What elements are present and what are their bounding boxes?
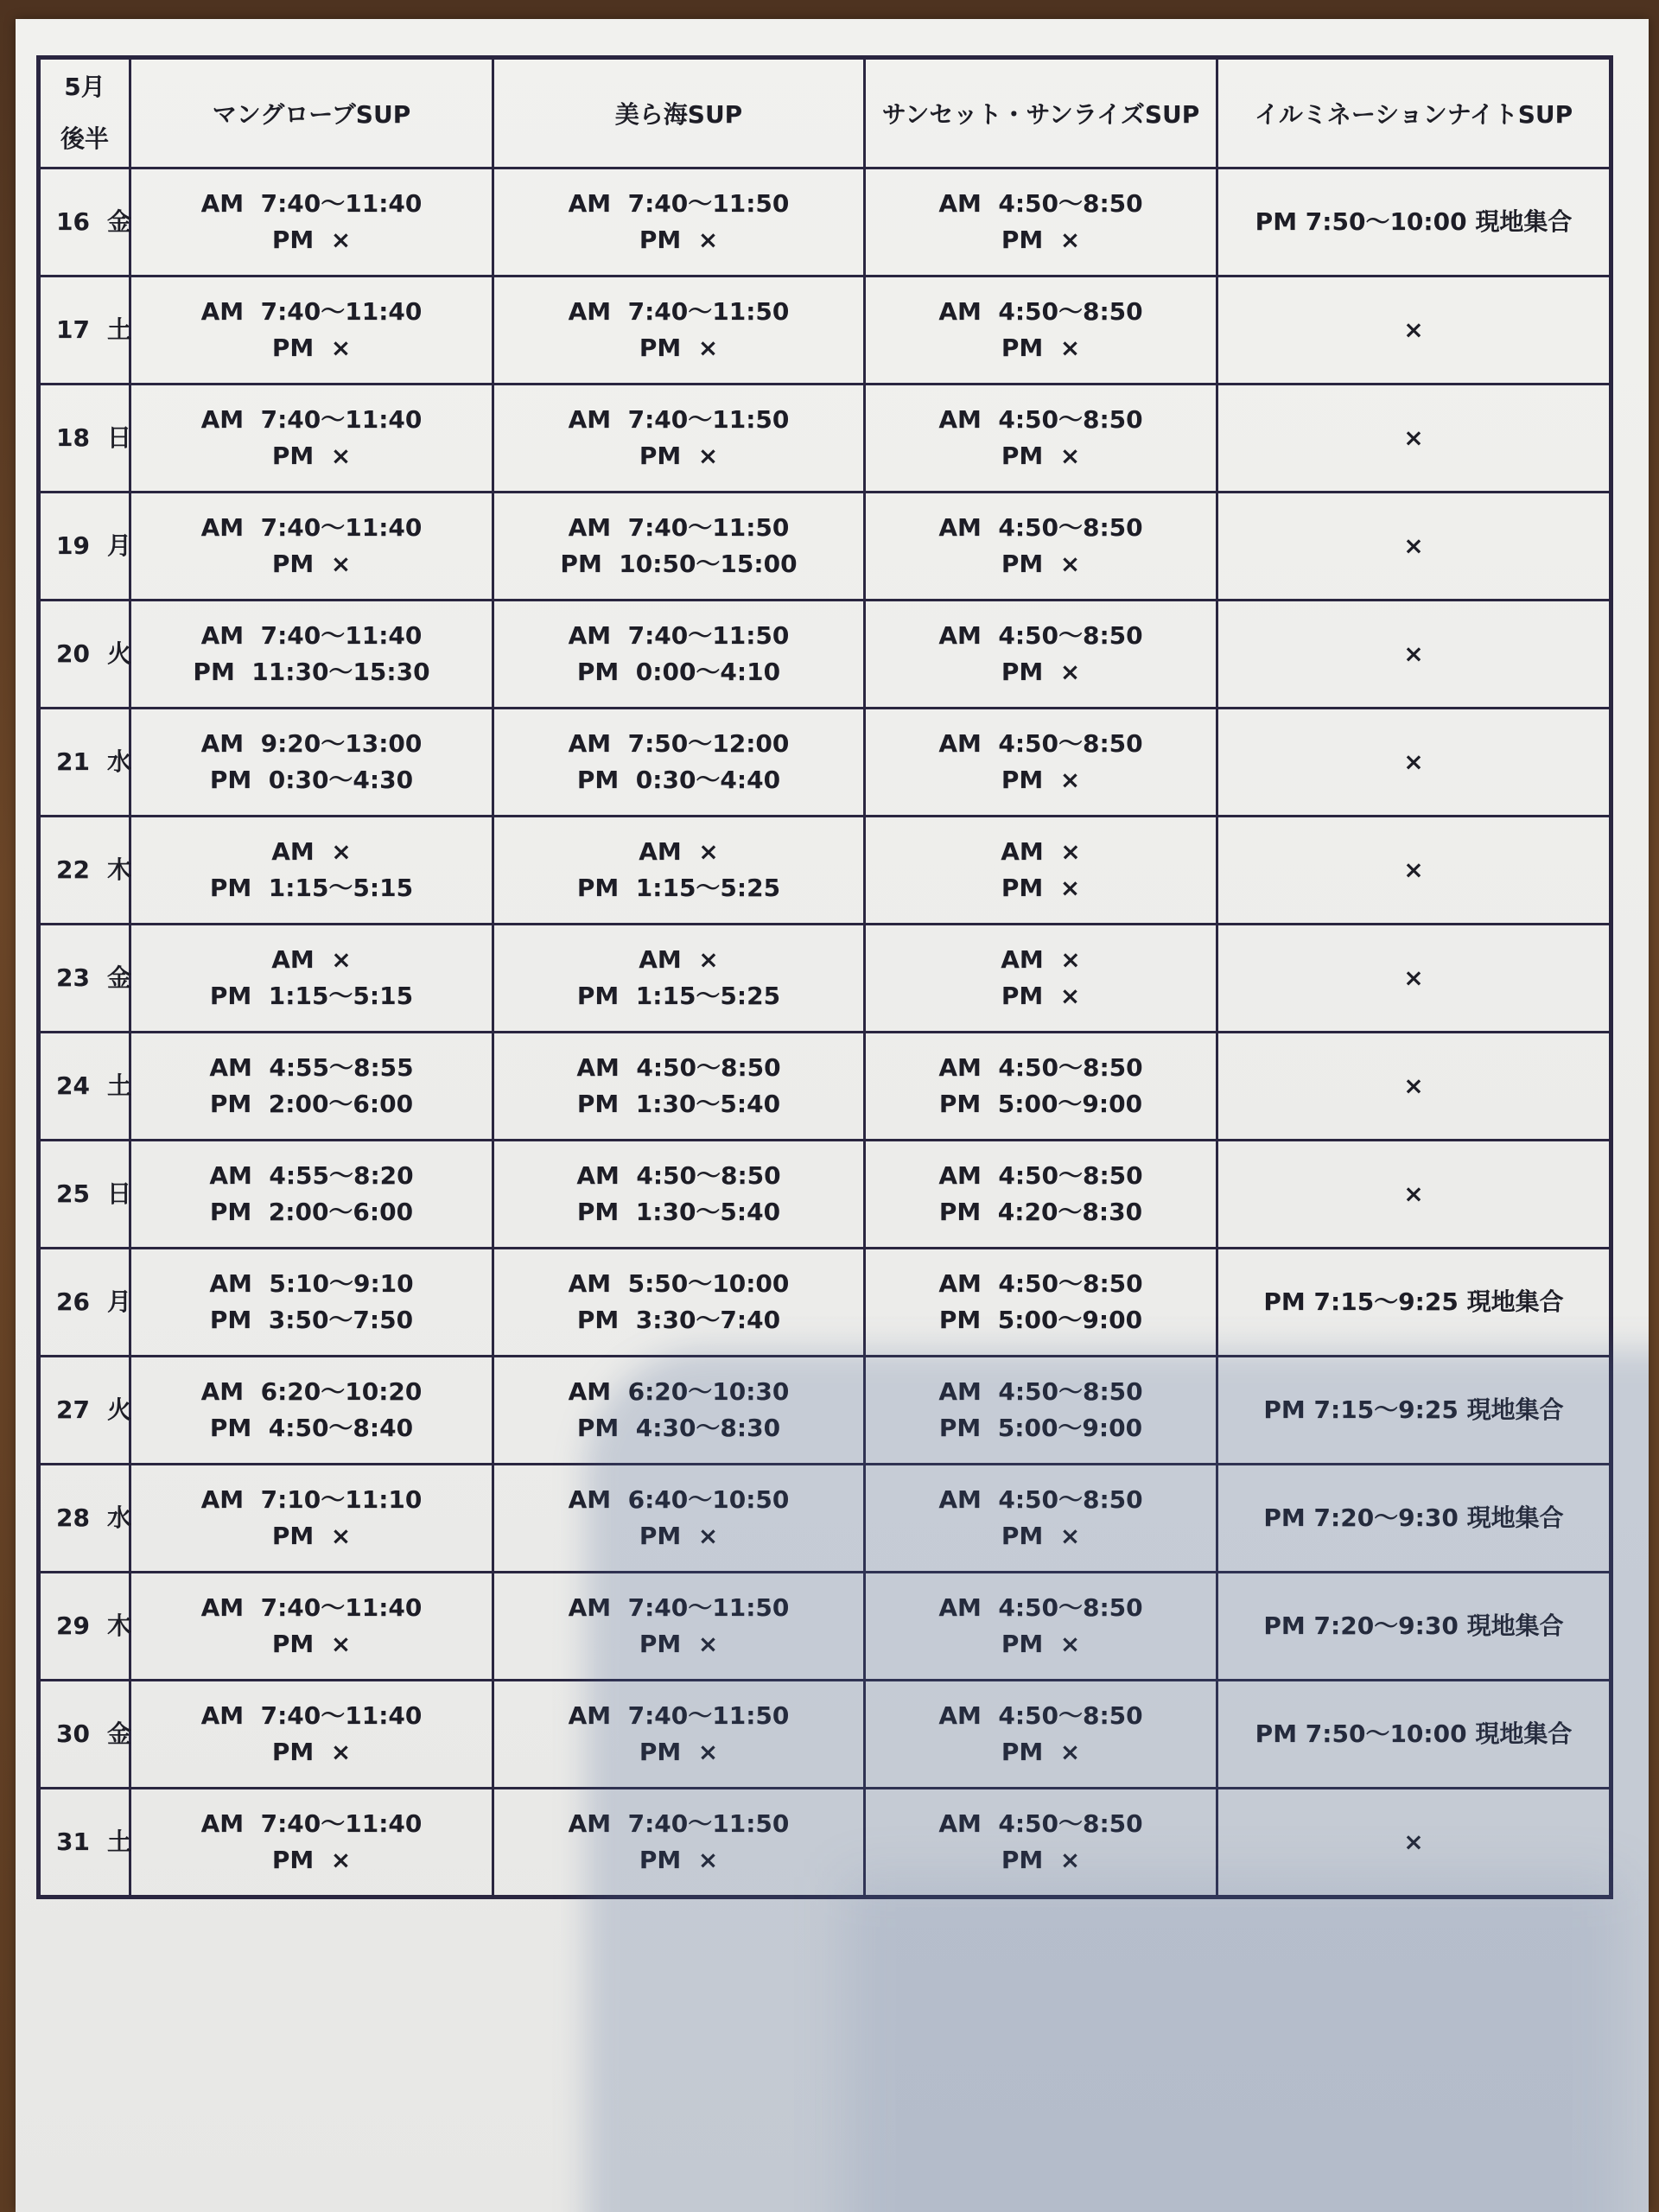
pm-slot: PM × xyxy=(271,334,352,362)
weekday: 土 xyxy=(106,315,131,344)
table-row xyxy=(39,1681,1611,1789)
column-header-mangrove: マングローブSUP xyxy=(130,58,493,168)
weekday: 金 xyxy=(106,207,131,236)
date-cell xyxy=(39,925,130,1033)
am-slot: AM 7:40〜11:40 xyxy=(200,405,423,434)
column-header-illumination-night: イルミネーションナイトSUP xyxy=(1217,58,1611,168)
am-slot: AM 4:50〜8:50 xyxy=(938,405,1143,434)
table-row xyxy=(39,168,1611,276)
weekday: 火 xyxy=(106,639,131,668)
table-row xyxy=(39,1357,1611,1465)
pm-slot: PM × xyxy=(1001,226,1081,254)
churaumi-slot-cell xyxy=(493,601,865,709)
pm-slot: PM × xyxy=(1001,1630,1081,1658)
pm-slot: PM 10:50〜15:00 xyxy=(560,550,798,578)
weekday: 月 xyxy=(106,531,131,560)
date-cell xyxy=(39,1141,130,1249)
day-number: 26 xyxy=(56,1287,90,1316)
weekday: 水 xyxy=(106,1503,131,1532)
pm-slot: PM 1:30〜5:40 xyxy=(576,1090,781,1118)
churaumi-slot-cell xyxy=(493,1573,865,1681)
illumination-slot-cell: × xyxy=(1217,601,1611,709)
month-half-header xyxy=(39,58,130,168)
mangrove-slot-cell xyxy=(130,709,493,817)
day-number: 18 xyxy=(56,423,90,452)
column-header-sunset-sunrise: サンセット・サンライズSUP xyxy=(865,58,1217,168)
pm-slot: PM 2:00〜6:00 xyxy=(209,1090,414,1118)
am-slot: AM 4:50〜8:50 xyxy=(938,621,1143,650)
date-cell xyxy=(39,1033,130,1141)
am-slot: AM 4:50〜8:50 xyxy=(938,297,1143,326)
table-row xyxy=(39,709,1611,817)
illumination-slot-cell: × xyxy=(1217,925,1611,1033)
illumination-slot-cell: × xyxy=(1217,385,1611,493)
am-slot: AM 7:40〜11:50 xyxy=(568,1809,790,1838)
table-row xyxy=(39,276,1611,385)
pm-slot: PM × xyxy=(271,226,352,254)
day-number: 21 xyxy=(56,747,90,776)
pm-slot: PM 1:15〜5:25 xyxy=(576,874,781,902)
date-cell xyxy=(39,385,130,493)
day-number: 19 xyxy=(56,531,90,560)
sunset-slot-cell xyxy=(865,1249,1217,1357)
pm-slot: PM × xyxy=(1001,874,1081,902)
mangrove-slot-cell xyxy=(130,1573,493,1681)
churaumi-slot-cell xyxy=(493,1789,865,1897)
illumination-slot-cell: PM 7:50〜10:00 現地集合 xyxy=(1217,1681,1611,1789)
sunset-slot-cell xyxy=(865,817,1217,925)
pm-slot: PM × xyxy=(639,226,719,254)
mangrove-slot-cell xyxy=(130,1357,493,1465)
churaumi-slot-cell xyxy=(493,1033,865,1141)
table-row xyxy=(39,817,1611,925)
date-cell xyxy=(39,1465,130,1573)
churaumi-slot-cell xyxy=(493,1465,865,1573)
illumination-slot-cell: PM 7:20〜9:30 現地集合 xyxy=(1217,1465,1611,1573)
weekday: 月 xyxy=(106,1287,131,1316)
pm-slot: PM × xyxy=(1001,442,1081,470)
am-slot: AM × xyxy=(639,945,719,974)
churaumi-slot-cell xyxy=(493,709,865,817)
pm-slot: PM 4:30〜8:30 xyxy=(576,1414,781,1442)
churaumi-slot-cell xyxy=(493,1141,865,1249)
am-slot: AM 4:55〜8:55 xyxy=(209,1053,414,1082)
sunset-slot-cell xyxy=(865,1573,1217,1681)
day-number: 24 xyxy=(56,1071,90,1100)
weekday: 水 xyxy=(106,747,131,776)
illumination-slot-cell: PM 7:20〜9:30 現地集合 xyxy=(1217,1573,1611,1681)
illumination-slot-cell: × xyxy=(1217,1789,1611,1897)
am-slot: AM 7:40〜11:50 xyxy=(568,621,790,650)
sup-schedule-table xyxy=(36,55,1613,1899)
am-slot: AM 4:50〜8:50 xyxy=(576,1161,781,1190)
date-cell xyxy=(39,817,130,925)
am-slot: AM 7:50〜12:00 xyxy=(568,729,790,758)
table-row xyxy=(39,493,1611,601)
day-number: 28 xyxy=(56,1503,90,1532)
am-slot: AM 4:50〜8:50 xyxy=(938,729,1143,758)
illumination-slot-cell: PM 7:15〜9:25 現地集合 xyxy=(1217,1249,1611,1357)
am-slot: AM 4:50〜8:50 xyxy=(938,513,1143,542)
am-slot: AM 6:20〜10:30 xyxy=(568,1377,790,1406)
pm-slot: PM × xyxy=(639,1846,719,1874)
am-slot: AM 4:50〜8:50 xyxy=(576,1053,781,1082)
date-cell xyxy=(39,1249,130,1357)
mangrove-slot-cell xyxy=(130,601,493,709)
mangrove-slot-cell xyxy=(130,1789,493,1897)
pm-slot: PM × xyxy=(639,1522,719,1550)
pm-slot: PM × xyxy=(271,1522,352,1550)
am-slot: AM 7:40〜11:40 xyxy=(200,1593,423,1622)
mangrove-slot-cell xyxy=(130,817,493,925)
pm-slot: PM × xyxy=(1001,334,1081,362)
pm-slot: PM × xyxy=(271,550,352,578)
pm-slot: PM 2:00〜6:00 xyxy=(209,1198,414,1226)
churaumi-slot-cell xyxy=(493,925,865,1033)
am-slot: AM 6:40〜10:50 xyxy=(568,1485,790,1514)
table-row xyxy=(39,1033,1611,1141)
am-slot: AM 7:40〜11:40 xyxy=(200,297,423,326)
illumination-slot-cell: PM 7:15〜9:25 現地集合 xyxy=(1217,1357,1611,1465)
table-row xyxy=(39,1141,1611,1249)
mangrove-slot-cell xyxy=(130,1249,493,1357)
day-number: 27 xyxy=(56,1395,90,1424)
mangrove-slot-cell xyxy=(130,925,493,1033)
pm-slot: PM × xyxy=(271,1738,352,1766)
pm-slot: PM × xyxy=(1001,766,1081,794)
pm-slot: PM 1:15〜5:15 xyxy=(209,874,414,902)
churaumi-slot-cell xyxy=(493,493,865,601)
table-row xyxy=(39,1249,1611,1357)
am-slot: AM 4:50〜8:50 xyxy=(938,1053,1143,1082)
am-slot: AM 4:50〜8:50 xyxy=(938,1485,1143,1514)
pm-slot: PM 1:15〜5:15 xyxy=(209,982,414,1010)
churaumi-slot-cell xyxy=(493,1249,865,1357)
phone-shadow-soft xyxy=(845,1877,1623,2212)
am-slot: AM 7:40〜11:40 xyxy=(200,189,423,218)
pm-slot: PM 3:30〜7:40 xyxy=(576,1306,781,1334)
table-row xyxy=(39,601,1611,709)
sunset-slot-cell xyxy=(865,1357,1217,1465)
am-slot: AM × xyxy=(1001,945,1081,974)
am-slot: AM 7:40〜11:50 xyxy=(568,1593,790,1622)
pm-slot: PM 3:50〜7:50 xyxy=(209,1306,414,1334)
weekday: 土 xyxy=(106,1827,131,1856)
weekday: 日 xyxy=(106,423,131,452)
day-number: 31 xyxy=(56,1827,90,1856)
am-slot: AM 7:40〜11:50 xyxy=(568,513,790,542)
mangrove-slot-cell xyxy=(130,1465,493,1573)
day-number: 30 xyxy=(56,1719,90,1748)
churaumi-slot-cell xyxy=(493,385,865,493)
pm-slot: PM 0:30〜4:40 xyxy=(576,766,781,794)
illumination-slot-cell: × xyxy=(1217,276,1611,385)
am-slot: AM 7:40〜11:40 xyxy=(200,1701,423,1730)
sunset-slot-cell xyxy=(865,601,1217,709)
table-row xyxy=(39,385,1611,493)
am-slot: AM 7:40〜11:50 xyxy=(568,1701,790,1730)
sunset-slot-cell xyxy=(865,1141,1217,1249)
am-slot: AM 7:40〜11:50 xyxy=(568,405,790,434)
sunset-slot-cell xyxy=(865,1789,1217,1897)
sunset-slot-cell xyxy=(865,1681,1217,1789)
am-slot: AM 4:50〜8:50 xyxy=(938,1809,1143,1838)
sunset-slot-cell xyxy=(865,385,1217,493)
am-slot: AM 7:10〜11:10 xyxy=(200,1485,423,1514)
date-cell xyxy=(39,709,130,817)
date-cell xyxy=(39,1789,130,1897)
table-row xyxy=(39,1465,1611,1573)
pm-slot: PM × xyxy=(639,1630,719,1658)
day-number: 23 xyxy=(56,963,90,992)
am-slot: AM 4:50〜8:50 xyxy=(938,189,1143,218)
am-slot: AM 9:20〜13:00 xyxy=(200,729,423,758)
day-number: 25 xyxy=(56,1179,90,1208)
pm-slot: PM × xyxy=(271,1846,352,1874)
am-slot: AM 7:40〜11:40 xyxy=(200,621,423,650)
pm-slot: PM × xyxy=(1001,1846,1081,1874)
pm-slot: PM × xyxy=(1001,1522,1081,1550)
pm-slot: PM × xyxy=(1001,550,1081,578)
day-number: 20 xyxy=(56,639,90,668)
illumination-slot-cell: × xyxy=(1217,493,1611,601)
pm-slot: PM × xyxy=(639,1738,719,1766)
pm-slot: PM × xyxy=(1001,1738,1081,1766)
date-cell xyxy=(39,493,130,601)
illumination-slot-cell: × xyxy=(1217,1141,1611,1249)
pm-slot: PM 5:00〜9:00 xyxy=(938,1414,1143,1442)
date-cell xyxy=(39,1357,130,1465)
am-slot: AM × xyxy=(271,945,352,974)
sunset-slot-cell xyxy=(865,168,1217,276)
am-slot: AM 5:10〜9:10 xyxy=(209,1269,414,1298)
sunset-slot-cell xyxy=(865,493,1217,601)
sunset-slot-cell xyxy=(865,709,1217,817)
mangrove-slot-cell xyxy=(130,493,493,601)
pm-slot: PM × xyxy=(639,334,719,362)
am-slot: AM 7:40〜11:40 xyxy=(200,1809,423,1838)
day-number: 22 xyxy=(56,855,90,884)
mangrove-slot-cell xyxy=(130,1033,493,1141)
am-slot: AM 4:50〜8:50 xyxy=(938,1593,1143,1622)
churaumi-slot-cell xyxy=(493,1681,865,1789)
pm-slot: PM 1:15〜5:25 xyxy=(576,982,781,1010)
sunset-slot-cell xyxy=(865,276,1217,385)
pm-slot: PM × xyxy=(1001,982,1081,1010)
day-number: 16 xyxy=(56,207,90,236)
half-label: 後半 xyxy=(60,124,109,153)
weekday: 金 xyxy=(106,1719,131,1748)
am-slot: AM 4:50〜8:50 xyxy=(938,1377,1143,1406)
mangrove-slot-cell xyxy=(130,168,493,276)
pm-slot: PM 0:00〜4:10 xyxy=(576,658,781,686)
date-cell xyxy=(39,1573,130,1681)
mangrove-slot-cell xyxy=(130,385,493,493)
pm-slot: PM × xyxy=(271,442,352,470)
weekday: 木 xyxy=(106,855,131,884)
pm-slot: PM 4:50〜8:40 xyxy=(209,1414,414,1442)
churaumi-slot-cell xyxy=(493,168,865,276)
mangrove-slot-cell xyxy=(130,276,493,385)
weekday: 木 xyxy=(106,1611,131,1640)
date-cell xyxy=(39,168,130,276)
sunset-slot-cell xyxy=(865,1465,1217,1573)
am-slot: AM 4:50〜8:50 xyxy=(938,1701,1143,1730)
am-slot: AM 4:55〜8:20 xyxy=(209,1161,414,1190)
am-slot: AM 7:40〜11:50 xyxy=(568,297,790,326)
table-row xyxy=(39,1573,1611,1681)
pm-slot: PM 1:30〜5:40 xyxy=(576,1198,781,1226)
churaumi-slot-cell xyxy=(493,817,865,925)
am-slot: AM × xyxy=(271,837,352,866)
pm-slot: PM 0:30〜4:30 xyxy=(209,766,414,794)
pm-slot: PM 5:00〜9:00 xyxy=(938,1306,1143,1334)
am-slot: AM 7:40〜11:50 xyxy=(568,189,790,218)
pm-slot: PM 11:30〜15:30 xyxy=(193,658,430,686)
weekday: 日 xyxy=(106,1179,131,1208)
illumination-slot-cell: PM 7:50〜10:00 現地集合 xyxy=(1217,168,1611,276)
mangrove-slot-cell xyxy=(130,1141,493,1249)
am-slot: AM 4:50〜8:50 xyxy=(938,1161,1143,1190)
column-header-churaumi: 美ら海SUP xyxy=(493,58,865,168)
weekday: 火 xyxy=(106,1395,131,1424)
date-cell xyxy=(39,601,130,709)
pm-slot: PM 5:00〜9:00 xyxy=(938,1090,1143,1118)
am-slot: AM 4:50〜8:50 xyxy=(938,1269,1143,1298)
am-slot: AM 5:50〜10:00 xyxy=(568,1269,790,1298)
illumination-slot-cell: × xyxy=(1217,1033,1611,1141)
pm-slot: PM × xyxy=(639,442,719,470)
date-cell xyxy=(39,1681,130,1789)
header-row xyxy=(39,58,1611,168)
pm-slot: PM × xyxy=(271,1630,352,1658)
sunset-slot-cell xyxy=(865,925,1217,1033)
pm-slot: PM 4:20〜8:30 xyxy=(938,1198,1143,1226)
am-slot: AM × xyxy=(1001,837,1081,866)
weekday: 土 xyxy=(106,1071,131,1100)
churaumi-slot-cell xyxy=(493,1357,865,1465)
day-number: 29 xyxy=(56,1611,90,1640)
am-slot: AM 6:20〜10:20 xyxy=(200,1377,423,1406)
pm-slot: PM × xyxy=(1001,658,1081,686)
am-slot: AM × xyxy=(639,837,719,866)
sunset-slot-cell xyxy=(865,1033,1217,1141)
table-row xyxy=(39,1789,1611,1897)
day-number: 17 xyxy=(56,315,90,344)
weekday: 金 xyxy=(106,963,131,992)
table-row xyxy=(39,925,1611,1033)
month-label: 5月 xyxy=(64,73,105,101)
illumination-slot-cell: × xyxy=(1217,817,1611,925)
mangrove-slot-cell xyxy=(130,1681,493,1789)
am-slot: AM 7:40〜11:40 xyxy=(200,513,423,542)
illumination-slot-cell: × xyxy=(1217,709,1611,817)
churaumi-slot-cell xyxy=(493,276,865,385)
schedule-sheet xyxy=(16,19,1649,2212)
date-cell xyxy=(39,276,130,385)
